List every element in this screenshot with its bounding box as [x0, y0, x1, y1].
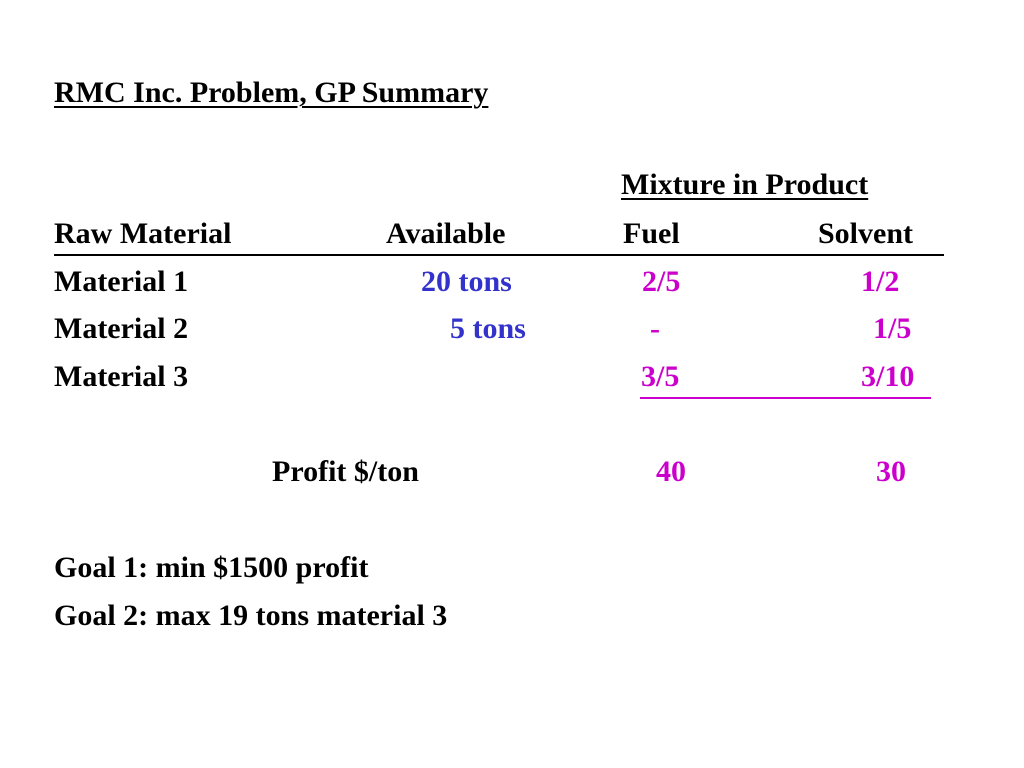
col-header-solvent: Solvent: [818, 217, 914, 250]
row-1-available: 20 tons: [421, 265, 512, 298]
row-2-material: Material 2: [54, 312, 189, 345]
row-1-material: Material 1: [54, 265, 189, 298]
row-3-solvent: 3/10: [861, 360, 915, 393]
goal-1: Goal 1: min $1500 profit: [54, 551, 369, 584]
row-2-available: 5 tons: [450, 312, 526, 345]
row-2-fuel: -: [650, 312, 660, 345]
row-1-fuel: 2/5: [642, 265, 681, 298]
col-header-raw-material: Raw Material: [54, 217, 232, 250]
row-3-material: Material 3: [54, 360, 189, 393]
slide-title: RMC Inc. Problem, GP Summary: [54, 76, 489, 109]
profit-fuel: 40: [656, 455, 686, 488]
col-header-available: Available: [386, 217, 506, 250]
row-1-solvent: 1/2: [861, 265, 900, 298]
profit-label: Profit $/ton: [272, 455, 419, 488]
row-3-underline: [640, 397, 931, 399]
profit-solvent: 30: [876, 455, 906, 488]
mixture-header: Mixture in Product: [621, 168, 869, 201]
header-underline: [54, 254, 944, 256]
row-2-solvent: 1/5: [873, 312, 912, 345]
goal-2: Goal 2: max 19 tons material 3: [54, 599, 448, 632]
col-header-fuel: Fuel: [623, 217, 680, 250]
row-3-fuel: 3/5: [641, 360, 680, 393]
